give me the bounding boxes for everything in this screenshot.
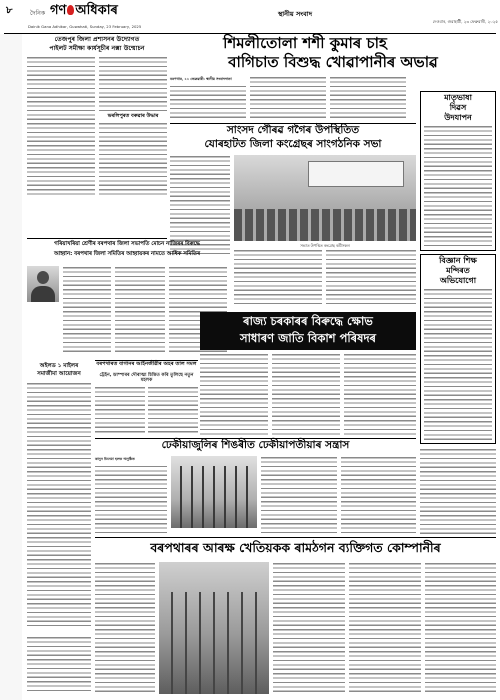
mother-tongue-title-line3: উদযাপন [444,113,472,122]
right-column-continuation [420,448,496,534]
borpathar-body-col1 [95,386,145,434]
photo-caption: সভাত উপস্থিত কংগ্ৰেছ কৰ্মীসকল [300,243,350,248]
bottom-body-col4 [425,562,496,694]
admin-body-col1 [27,56,95,196]
sidebar-event-article [27,362,91,632]
bottom-body-col3 [349,562,421,694]
forest-photo [171,456,257,528]
protest-body-col2 [272,353,340,437]
tekelapati-body-col3 [341,456,416,534]
paper-name-suffix: অধিকাৰ [75,3,118,18]
gariyakhoria-title-line1: গৰিয়াখৰিয়া শ্ৰেণীৰ বৰপথাৰ জিলা সভাপতি মোচন নাজিৰৰ বিৰুদ্ধে [54,241,200,247]
bottom-body-col1 [95,562,155,694]
left-gutter [0,34,22,700]
bottom-photo [159,562,269,694]
field-trees [159,592,269,694]
tekelapati-title: ঢেকীয়াজুলিৰ শিঙৰীত ঢেকীয়াপতীয়াৰ সন্ত্ৰাস [161,439,350,451]
portrait-shoulders [31,286,55,302]
paper-name-pre: দৈনিক [30,10,46,17]
admin-body-col2 [99,56,167,111]
congress-title-line2: যোৰহাটত জিলা কংগ্ৰেছৰ সাংগঠনিক সভা [204,138,382,150]
left-column-end [27,636,91,694]
portrait-photo [27,266,59,302]
bottom-rule [95,537,496,538]
tree-trunks [171,466,257,528]
audience-silhouettes [234,209,416,241]
protest-body-col3 [344,353,416,437]
page-number: ৮ [6,5,13,16]
science-title-line2: মন্দিৰত [446,266,470,275]
sidebar-event-body [27,382,91,626]
congress-title-line1: সাংসদ গৌৰৱ গগৈৰ উপস্থিতিত [226,124,360,136]
tekelapati-body-col1 [95,456,167,534]
protest-banner [200,312,416,350]
mother-tongue-body [424,125,492,249]
gariyakhoria-title-line2: আহ্বান: বৰপথাৰ জিলা সমিতিৰ আহ্বায়কৰ নামতে আধিক সমিতিৰ [53,251,201,257]
science-title-line1: বিজ্ঞান শিক্ষ [439,256,477,265]
mother-tongue-title-line1: মাতৃভাষা [444,93,472,102]
admin-kicker: তেজপুৰ জিলা প্ৰশাসনৰ উদ্যোগত [54,36,140,43]
borpathar-title: বৰপথাৰত বাগানৰ আইনজীৱীৰ অহৰ তাল সমল [96,361,197,367]
bottom-title: বৰপথাৰৰ আৰক্ষ খেতিয়কক ৰামঠগন ব্যক্তিগত কোম্পানীৰ [150,540,441,555]
opening-note: বৰপথাৰ, ২২ ফেব্ৰুৱাৰী: স্থানীয় সংবাদদাতা [170,76,246,83]
gariyakhoria-body-col2 [115,266,165,352]
shimlitola-title-line2: বাগিচাত বিশুদ্ধ খোৱাপানীৰ অভাৱ [228,53,438,71]
borpathar-body-col2 [148,386,198,434]
mother-tongue-title-line2: দিৱস [449,103,467,112]
admin-body-col3 [99,122,167,196]
section-label: স্থানীয় সংবাদ [277,10,313,18]
protest-body-col1 [200,353,268,437]
congress-meeting-photo [234,155,416,241]
masthead [0,0,500,34]
flame-logo-icon [67,5,74,15]
shimlitola-body-col3 [330,76,406,121]
stage-banner [308,161,404,187]
tekelapati-body-col2 [261,456,337,534]
portrait-head [37,271,49,284]
borpathar-article [95,362,198,434]
paper-name [50,4,140,22]
gariyakhoria-rule [27,238,167,239]
science-title-line3: অভিযোগো [439,276,477,285]
admin-article [27,36,167,236]
protest-title-line1: ৰাজ্য চৰকাৰৰ বিৰুদ্ধে ক্ষোভ [243,314,373,328]
admin-subhead: ভৰলিপুৰত বৰুৱাৰ উদ্ধাৰ [107,113,159,119]
imprint-line: Dainik Gana Adhikar, Guwahati, Sunday, 23 February, 2025 [28,24,142,29]
protest-title-line2: সাধাৰণ জাতি বিকাশ পৰিষদৰ [240,331,376,345]
sidebar-event-title-line1: অইলড ১ মাইলৰ [39,363,79,369]
shimlitola-title-line1: শিমলীতোলা শশী কুমাৰ চাহ [223,34,387,52]
mother-tongue-box [420,91,496,251]
borpathar-subhead: ট্ৰেইন, ডাম্পাৰৰ দৌৰাত্ম্য চিন্তিত কৰি তুলিছে নতুন মহলক [99,373,194,383]
science-box [420,254,496,444]
date-line: দেওবাৰ, গুৱাহাটী, ২৩ ফেব্ৰুৱাৰী, ২০২৫ [432,19,498,24]
shimlitola-body-col2 [250,76,326,121]
admin-title: পাইলট সমীক্ষা কাৰ্যসূচীৰ নক্সা উন্মোচন [49,45,145,52]
sidebar-event-title-line2: সমাজীমা আয়োজন [37,371,81,377]
science-body [424,288,492,442]
paper-name-main: গণ [50,3,67,18]
bottom-body-col2 [273,562,345,694]
gariyakhoria-body-col1 [63,266,111,352]
cinema-hall-note: কানুন চিনেমা হলত অনুষ্ঠিত [95,456,167,463]
